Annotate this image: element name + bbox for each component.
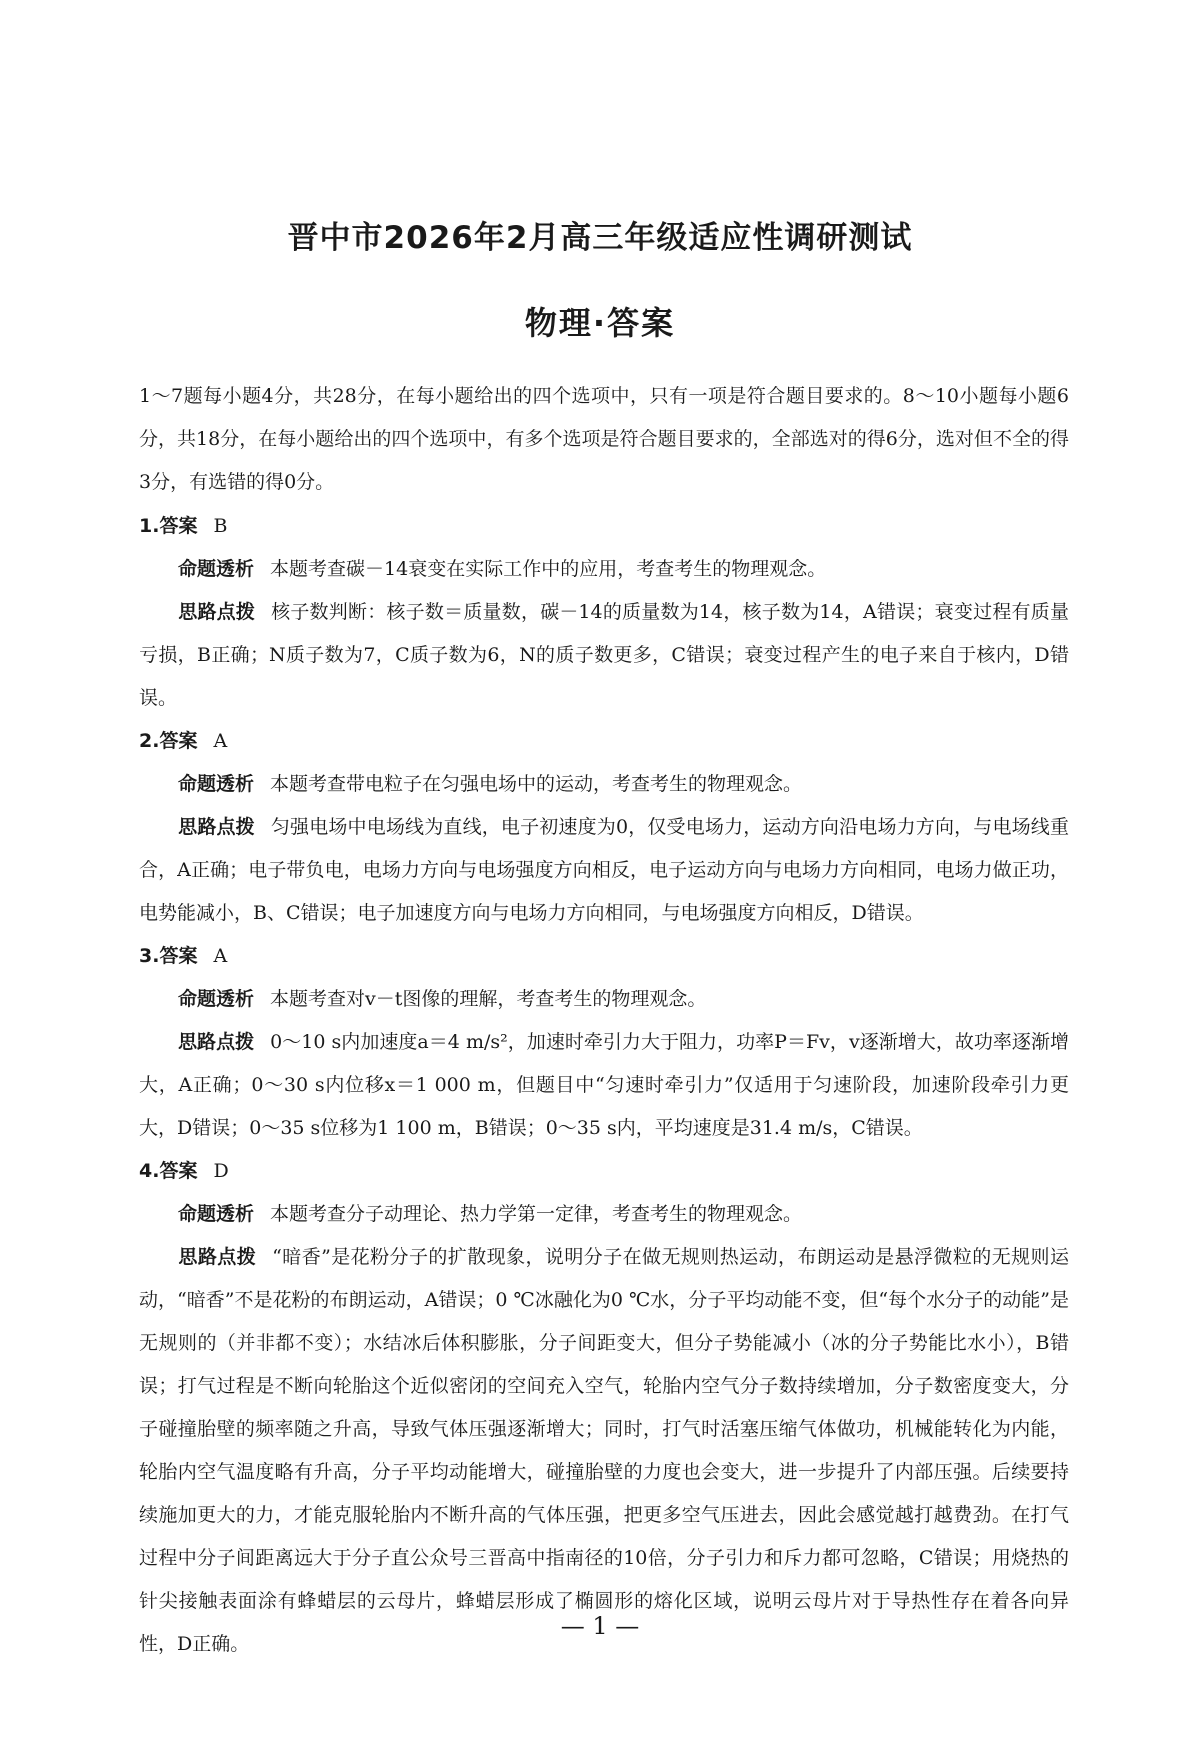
- answer-value: B: [213, 515, 228, 537]
- analysis-label: 命题透析: [178, 773, 255, 795]
- hint-block: [139, 591, 1069, 720]
- question-number: 1.: [139, 515, 160, 537]
- answer-line: [139, 935, 1069, 978]
- question-item-1: [139, 505, 1069, 720]
- answer-label: 答案: [159, 1160, 198, 1182]
- scoring-instructions: 1～7题每小题4分，共28分，在每小题给出的四个选项中，只有一项是符合题目要求的。8～10小题每小题6分，共18分，在每小题给出的四个选项中，有多个选项是符合题目要求的，全部选对的得6分，选对但不全的得3分，有选错的得0分。: [139, 385, 1069, 493]
- answer-value: D: [213, 1160, 229, 1182]
- analysis-label: 命题透析: [178, 558, 255, 580]
- answer-label: 答案: [159, 730, 198, 752]
- hint-label: 思路点拨: [178, 1246, 257, 1268]
- answer-label: 答案: [159, 945, 198, 967]
- analysis-block: [139, 548, 1069, 591]
- hint-text: 匀强电场中电场线为直线，电子初速度为0，仅受电场力，运动方向沿电场力方向，与电场线重合，A正确；电子带负电，电场力方向与电场强度方向相反，电子运动方向与电场力方向相同，电场力做正功，电势能减小，B、C错误；电子加速度方向与电场力方向相同，与电场强度方向相反，D错误。: [139, 816, 1069, 924]
- hint-text: 0～10 s内加速度a＝4 m/s²，加速时牵引力大于阻力，功率P＝Fv，v逐渐增大，故功率逐渐增大，A正确；0～30 s内位移x＝1 000 m，但题目中“匀速时牵引力”仅适用于匀速阶段，加速阶段牵引力更大，D错误；0～35 s位移为1 100 m，B错误；0～35 s内，平均速度是31.4 m/s，C错误。: [139, 1031, 1069, 1139]
- analysis-text: 本题考查带电粒子在匀强电场中的运动，考查考生的物理观念。: [270, 773, 803, 795]
- hint-label: 思路点拨: [178, 1031, 255, 1053]
- analysis-block: [139, 763, 1069, 806]
- answer-line: [139, 1150, 1069, 1193]
- answer-value: A: [213, 945, 228, 967]
- analysis-block: [139, 1193, 1069, 1236]
- hint-text: 核子数判断：核子数＝质量数，碳－14的质量数为14，核子数为14，A错误；衰变过程有质量亏损，B正确；N质子数为7，C质子数为6，N的质子数更多，C错误；衰变过程产生的电子来自于核内，D错误。: [139, 601, 1069, 709]
- hint-block: [139, 1021, 1069, 1150]
- answer-line: [139, 505, 1069, 548]
- hint-label: 思路点拨: [178, 816, 255, 838]
- question-item-4: [139, 1150, 1069, 1666]
- question-item-2: [139, 720, 1069, 935]
- answer-label: 答案: [159, 515, 198, 537]
- hint-block: [139, 806, 1069, 935]
- analysis-label: 命题透析: [178, 1203, 255, 1225]
- question-number: 2.: [139, 730, 160, 752]
- question-item-3: [139, 935, 1069, 1150]
- page-title: 晋中市2026年2月高三年级适应性调研测试: [287, 220, 913, 256]
- answer-line: [139, 720, 1069, 763]
- analysis-text: 本题考查分子动理论、热力学第一定律，考查考生的物理观念。: [270, 1203, 803, 1225]
- hint-label: 思路点拨: [178, 601, 256, 623]
- page-number: — 1 —: [560, 1612, 640, 1640]
- answer-list: [139, 505, 1069, 1666]
- page-subtitle: 物理·答案: [524, 304, 676, 342]
- question-number: 4.: [139, 1160, 160, 1182]
- analysis-text: 本题考查碳－14衰变在实际工作中的应用，考查考生的物理观念。: [270, 558, 827, 580]
- analysis-text: 本题考查对v－t图像的理解，考查考生的物理观念。: [270, 988, 707, 1010]
- hint-block: [139, 1236, 1069, 1666]
- question-number: 3.: [139, 945, 160, 967]
- hint-text: “暗香”是花粉分子的扩散现象，说明分子在做无规则热运动，布朗运动是悬浮微粒的无规则运动，“暗香”不是花粉的布朗运动，A错误；0 ℃冰融化为0 ℃水，分子平均动能不变，但“每个水分子的动能”是无规则的（并非都不变）；水结冰后体积膨胀，分子间距变大，但分子势能减小（冰的分子势能比水小），B错误；打气过程是不断向轮胎这个近似密闭的空间充入空气，轮胎内空气分子数持续增加，分子数密度变大，分子碰撞胎壁的频率随之升高，导致气体压强逐渐增大；同时，打气时活塞压缩气体做功，机械能转化为内能，轮胎内空气温度略有升高，分子平均动能增大，碰撞胎壁的力度也会变大，进一步提升了内部压强。后续要持续施加更大的力，才能克服轮胎内不断升高的气体压强，把更多空气压进去，因此会感觉越打越费劲。在打气过程中分子间距离远大于分子直公众号三晋高中指南径的10倍，分子引力和斥力都可忽略，C错误；用烧热的针尖接触表面涂有蜂蜡层的云母片，蜂蜡层形成了椭圆形的熔化区域，说明云母片对于导热性存在着各向异性，D正确。: [139, 1246, 1069, 1655]
- analysis-label: 命题透析: [178, 988, 255, 1010]
- answer-value: A: [213, 730, 228, 752]
- analysis-block: [139, 978, 1069, 1021]
